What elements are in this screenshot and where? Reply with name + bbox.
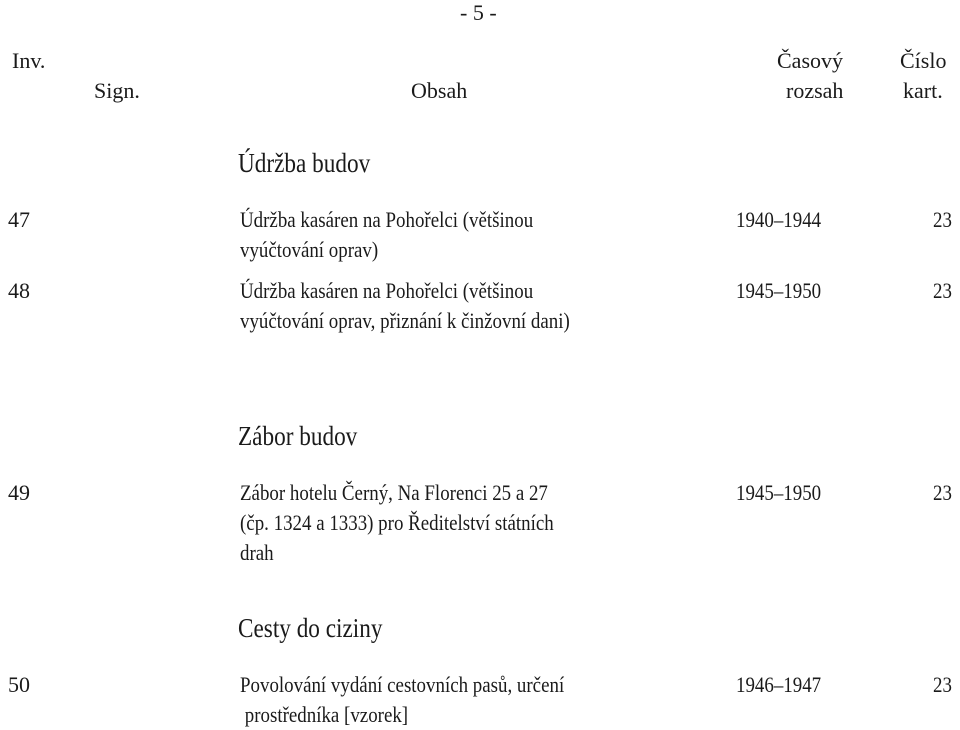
header-time-span-2: rozsah [786,78,844,103]
page-number: - 5 - [460,0,497,25]
entry-description: Údržba kasáren na Pohořelci (většinou vyúčtování oprav) [240,207,534,262]
header-inv: Inv. [12,48,46,73]
inventory-number: 47 [8,207,30,232]
time-range: 1940–1944 [736,207,822,232]
card-number: 23 [933,278,952,303]
entry-description: Povolování vydání cestovních pasů, určení prostředníka [vzorek] [240,672,565,727]
header-card-number-2: kart. [903,78,943,103]
inventory-number: 50 [8,672,30,697]
entry-description: Zábor hotelu Černý, Na Florenci 25 a 27 (čp. 1324 a 1333) pro Ředitelství státních drah [240,480,554,565]
header-sign: Sign. [94,78,140,103]
card-number: 23 [933,480,952,505]
header-card-number: Číslo [900,48,947,73]
inventory-number: 48 [8,278,30,303]
section-title: Cesty do ciziny [238,613,383,643]
time-range: 1945–1950 [736,278,822,303]
inventory-number: 49 [8,480,30,505]
section-title: Údržba budov [238,148,371,178]
card-number: 23 [933,207,952,232]
time-range: 1946–1947 [736,672,822,697]
card-number: 23 [933,672,952,697]
time-range: 1945–1950 [736,480,822,505]
entry-description: Údržba kasáren na Pohořelci (většinou vyúčtování oprav, přiznání k činžovní dani) [240,278,570,333]
section-title: Zábor budov [238,421,358,451]
header-time-span: Časový [777,48,843,73]
header-content: Obsah [411,78,468,103]
